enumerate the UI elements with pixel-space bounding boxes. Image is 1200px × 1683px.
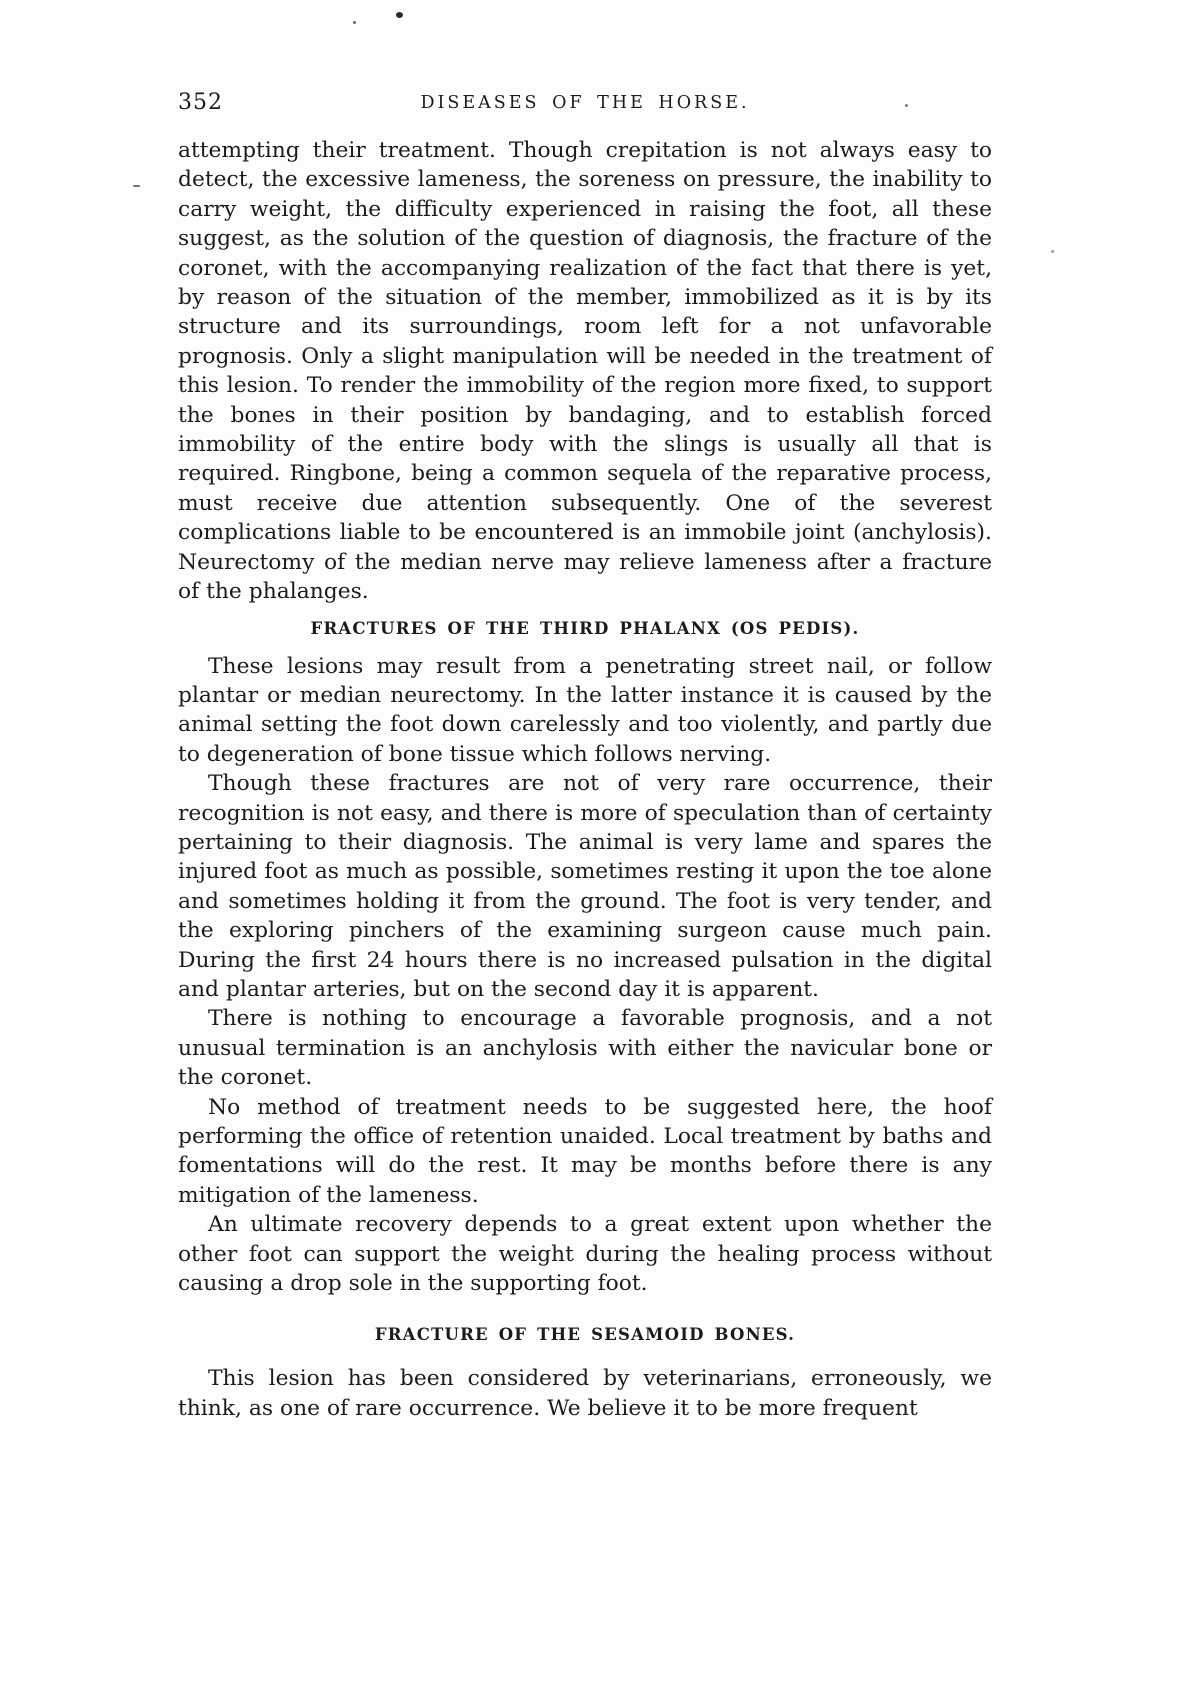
paragraph: This lesion has been considered by veterinarians, erroneously, we think, as one of rare occurrence. We believe it to be more frequent	[178, 1366, 992, 1421]
page-header	[178, 90, 992, 122]
scan-speck	[353, 21, 356, 24]
paragraph-continuation: attempting their treatment. Though crepitation is not always easy to detect, the excessive lameness, the soreness on pressure, the inability to carry weight, the difficulty experienced in raising the foot, all these suggest, as the solution of the question of diagnosis, the fracture of the coronet, with the accompanying realization of the fact that there is yet, by reason of the situation of the member, immobilized as it is by its structure and its surroundings, room left for a not unfavorable prognosis. Only a slight manipulation will be needed in the treatment of this lesion. To render the immobility of the region more fixed, to support the bones in their position by bandaging, and to establish forced immobility of the entire body with the slings is usually all that is required. Ringbone, being a common sequela of the reparative process, must receive due attention subsequently. One of the severest complications liable to be encountered is an immobile joint (anchylosis). Neurectomy of the median nerve may relieve lameness after a fracture of the phalanges.	[178, 138, 992, 605]
paragraph: These lesions may result from a penetrating street nail, or follow plantar or median neurectomy. In the latter instance it is caused by the animal setting the foot down carelessly and too violently, and partly due to degeneration of bone tissue which follows nerving.	[178, 653, 992, 767]
section-heading-third-phalanx: FRACTURES OF THE THIRD PHALANX (OS PEDIS).	[310, 618, 860, 638]
scan-speck	[1051, 250, 1054, 253]
paragraph: Though these fractures are not of very rare occurrence, their recognition is not easy, and there is more of speculation than of certainty pertaining to their diagnosis. The animal is very lame and spares the injured foot as much as possible, sometimes resting it upon the toe alone and sometimes holding it from the ground. The foot is very tender, and the exploring pinchers of the examining surgeon cause much pain. During the first 24 hours there is no increased pulsation in the digital and plantar arteries, but on the second day it is apparent.	[178, 771, 992, 1002]
scan-speck	[133, 185, 140, 187]
section-heading-sesamoid-bones: FRACTURE OF THE SESAMOID BONES.	[374, 1325, 796, 1345]
page-number: 352	[178, 90, 223, 115]
scan-speck	[396, 12, 403, 18]
paragraph: An ultimate recovery depends to a great extent upon whether the other foot can support the weight during the healing process without causing a drop sole in the supporting foot.	[178, 1212, 992, 1297]
paragraph: No method of treatment needs to be suggested here, the hoof performing the office of retention unaided. Local treatment by baths and fomentations will do the rest. It may be months before there is any mitigation of the lameness.	[178, 1094, 992, 1208]
body-text	[178, 136, 992, 1423]
paragraph: There is nothing to encourage a favorable prognosis, and a not unusual termination is an anchylosis with either the navicular bone or the coronet.	[178, 1006, 992, 1091]
running-title: DISEASES OF THE HORSE.	[420, 93, 750, 113]
